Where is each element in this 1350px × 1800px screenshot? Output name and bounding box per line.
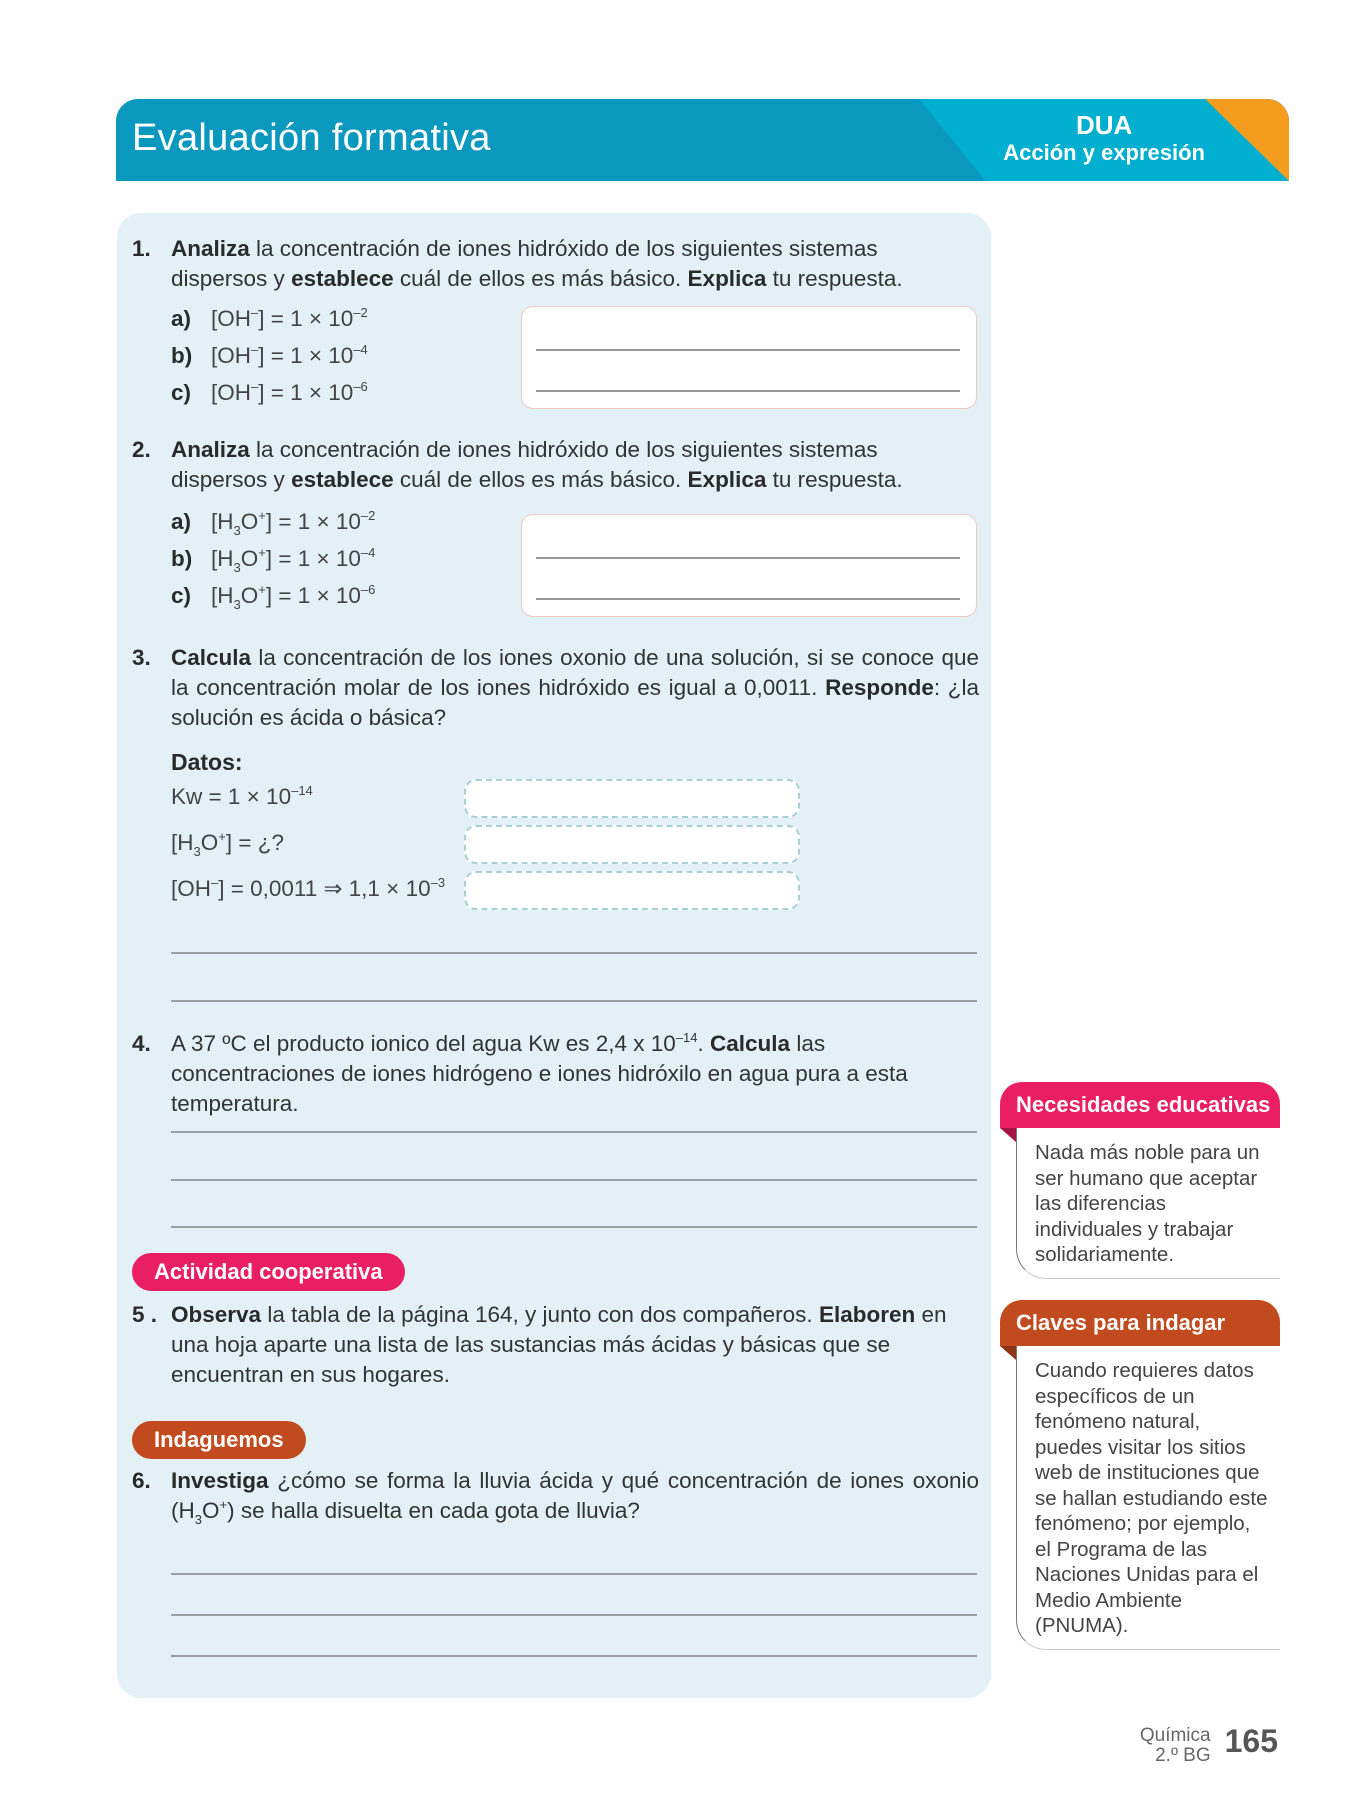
option-label: b) bbox=[171, 343, 193, 368]
formula: ] = 1 × 10 bbox=[265, 546, 361, 571]
formula: [H bbox=[211, 546, 234, 571]
question-text: la tabla de la página 164, y junto con dos compañeros. bbox=[261, 1302, 819, 1327]
question-number: 2. bbox=[132, 437, 151, 462]
question-verb: Analiza bbox=[171, 437, 250, 462]
question-text: la concentración de los iones oxonio de una solución, si se conoce que la concentración molar de los iones hidróxido es igual a 0,0011. bbox=[171, 645, 979, 700]
option-label: c) bbox=[171, 380, 192, 405]
answer-line[interactable] bbox=[171, 1000, 977, 1002]
question-6 bbox=[132, 1466, 979, 1526]
charge: – bbox=[251, 342, 259, 357]
sidebar-card-necesidades-educativas bbox=[1000, 1082, 1280, 1279]
formula: [H bbox=[171, 830, 194, 855]
formula: O bbox=[240, 546, 259, 571]
answer-line[interactable] bbox=[171, 952, 977, 954]
charge: + bbox=[218, 829, 226, 844]
subscript: 3 bbox=[233, 560, 241, 575]
answer-line[interactable] bbox=[536, 390, 960, 392]
question-text: . bbox=[697, 1031, 711, 1056]
header-banner bbox=[116, 99, 1289, 181]
formula: Kw = 1 × 10 bbox=[171, 784, 292, 809]
formula: ] = 1 × 10 bbox=[265, 509, 361, 534]
formula: ] = 1 × 10 bbox=[258, 306, 354, 331]
option-c bbox=[171, 374, 368, 411]
card-body: Cuando requieres datos específicos de un fenómeno natural, puedes visitar los sitios web de instituciones que se hallan estudiando este fenómeno; por ejemplo, el Programa de las Naciones Unidas para el Medio Ambiente (PNUMA). bbox=[1016, 1346, 1280, 1650]
answer-line[interactable] bbox=[171, 1131, 977, 1133]
datos-input-1[interactable] bbox=[464, 779, 800, 818]
charge: – bbox=[211, 875, 219, 890]
question-text: la concentración de iones hidróxido de los siguientes sistemas dispersos y bbox=[171, 236, 878, 291]
charge: – bbox=[251, 305, 259, 320]
subject-label: Química bbox=[1139, 1725, 1211, 1746]
dua-label: DUA bbox=[1075, 110, 1133, 140]
question-2-options bbox=[171, 503, 375, 614]
subscript: 3 bbox=[233, 597, 241, 612]
question-number: 6. bbox=[132, 1468, 151, 1493]
answer-box-1[interactable] bbox=[521, 306, 977, 409]
formula: [OH bbox=[211, 343, 252, 368]
question-text: en una hoja aparte una lista de las sustancias más ácidas y básicas que se encuentran en sus hogares. bbox=[171, 1302, 947, 1387]
formula: O bbox=[201, 1498, 220, 1523]
exponent: –6 bbox=[353, 379, 368, 394]
formula: ] = 0,0011 ⇒ 1,1 × 10 bbox=[218, 876, 431, 901]
formula: ] = 1 × 10 bbox=[265, 583, 361, 608]
option-c bbox=[171, 577, 375, 614]
question-text: A 37 ºC el producto ionico del agua Kw es 2,4 x 10 bbox=[171, 1031, 676, 1056]
dato-kw bbox=[171, 784, 313, 810]
option-label: a) bbox=[171, 306, 192, 331]
charge: + bbox=[258, 582, 266, 597]
datos-input-2[interactable] bbox=[464, 825, 800, 864]
option-label: a) bbox=[171, 509, 192, 534]
datos-input-3[interactable] bbox=[464, 871, 800, 910]
question-text: las concentraciones de iones hidrógeno e iones hidróxilo en agua pura a esta temperatura. bbox=[171, 1031, 908, 1116]
formula: O bbox=[240, 583, 259, 608]
dato-h3o bbox=[171, 829, 284, 859]
exercise-panel bbox=[117, 213, 991, 1698]
formula: O bbox=[200, 830, 219, 855]
question-1-options bbox=[171, 300, 368, 411]
dua-subtitle: Acción y expresión bbox=[1003, 140, 1205, 165]
exponent: –4 bbox=[353, 342, 368, 357]
answer-line[interactable] bbox=[171, 1226, 977, 1228]
question-verb: Explica bbox=[687, 266, 767, 291]
exponent: –14 bbox=[675, 1030, 698, 1045]
question-verb: Elaboren bbox=[818, 1302, 916, 1327]
section-label-indaguemos: Indaguemos bbox=[132, 1421, 306, 1459]
subscript: 3 bbox=[233, 523, 241, 538]
page-footer bbox=[1140, 1724, 1278, 1766]
section-label-actividad-cooperativa: Actividad cooperativa bbox=[132, 1253, 405, 1291]
question-number: 3. bbox=[132, 645, 151, 670]
option-label: c) bbox=[171, 583, 192, 608]
card-title: Claves para indagar bbox=[1000, 1300, 1280, 1346]
formula: [H bbox=[211, 509, 234, 534]
charge: + bbox=[219, 1497, 228, 1512]
charge: + bbox=[258, 545, 266, 560]
card-fold bbox=[1000, 1128, 1016, 1142]
question-verb: Calcula bbox=[710, 1031, 791, 1056]
exponent: –2 bbox=[360, 508, 376, 523]
question-verb: establece bbox=[291, 467, 394, 492]
card-fold bbox=[1000, 1346, 1016, 1360]
charge: + bbox=[258, 508, 266, 523]
formula: [OH bbox=[171, 876, 212, 901]
question-number: 4. bbox=[132, 1031, 151, 1056]
question-2 bbox=[132, 435, 979, 495]
exponent: –4 bbox=[360, 545, 376, 560]
option-a bbox=[171, 503, 375, 540]
datos-heading: Datos: bbox=[171, 749, 243, 775]
formula: ] = 1 × 10 bbox=[258, 380, 354, 405]
question-1 bbox=[132, 234, 979, 294]
answer-line[interactable] bbox=[171, 1655, 977, 1657]
question-number: 1. bbox=[132, 236, 151, 261]
footer-subject bbox=[1140, 1726, 1211, 1766]
option-b bbox=[171, 540, 375, 577]
question-text: tu respuesta. bbox=[766, 266, 903, 291]
question-verb: Investiga bbox=[171, 1468, 269, 1493]
card-title: Necesidades educativas bbox=[1000, 1082, 1280, 1128]
question-text: : ¿la solución es ácida o básica? bbox=[171, 675, 979, 730]
sidebar-card-claves-para-indagar bbox=[1000, 1300, 1280, 1650]
question-text: cuál de ellos es más básico. bbox=[393, 266, 688, 291]
question-verb: Calcula bbox=[171, 645, 252, 670]
card-body: Nada más noble para un ser humano que aceptar las diferencias individuales y trabajar solidariamente. bbox=[1016, 1128, 1280, 1279]
dua-badge bbox=[1003, 111, 1205, 167]
option-label: b) bbox=[171, 546, 193, 571]
question-text: ) se halla disuelta en cada gota de lluvia? bbox=[227, 1498, 640, 1523]
option-b bbox=[171, 337, 368, 374]
formula: [OH bbox=[211, 306, 252, 331]
question-number: 5 . bbox=[132, 1302, 158, 1327]
exponent: –2 bbox=[353, 305, 368, 320]
page-title: Evaluación formativa bbox=[132, 117, 491, 159]
answer-line[interactable] bbox=[171, 1179, 977, 1181]
answer-line[interactable] bbox=[536, 598, 960, 600]
exponent: –3 bbox=[430, 875, 446, 890]
question-text: la concentración de iones hidróxido de los siguientes sistemas dispersos y bbox=[171, 437, 878, 492]
answer-line[interactable] bbox=[536, 557, 960, 559]
answer-box-2[interactable] bbox=[521, 514, 977, 617]
formula: [OH bbox=[211, 380, 252, 405]
answer-line[interactable] bbox=[536, 349, 960, 351]
question-verb: Observa bbox=[171, 1302, 262, 1327]
question-4 bbox=[132, 1029, 979, 1119]
question-text: ¿cómo se forma la lluvia ácida y qué concentración de iones oxonio (H bbox=[171, 1468, 979, 1523]
formula: ] = 1 × 10 bbox=[258, 343, 354, 368]
formula: O bbox=[240, 509, 259, 534]
page-number: 165 bbox=[1224, 1723, 1278, 1759]
question-verb: Responde bbox=[825, 675, 934, 700]
formula: [H bbox=[211, 583, 234, 608]
question-text: cuál de ellos es más básico. bbox=[393, 467, 688, 492]
question-verb: Analiza bbox=[171, 236, 250, 261]
dato-oh bbox=[171, 876, 445, 902]
subscript: 3 bbox=[194, 1512, 202, 1527]
formula: ] = ¿? bbox=[225, 830, 284, 855]
question-text: tu respuesta. bbox=[766, 467, 903, 492]
question-3 bbox=[132, 643, 979, 733]
grade-label: 2.º BG bbox=[1155, 1745, 1211, 1766]
exponent: –14 bbox=[291, 783, 313, 798]
answer-line[interactable] bbox=[171, 1573, 977, 1575]
subscript: 3 bbox=[193, 844, 201, 859]
exponent: –6 bbox=[360, 582, 376, 597]
question-5 bbox=[132, 1300, 979, 1390]
question-verb: establece bbox=[291, 266, 394, 291]
charge: – bbox=[251, 379, 259, 394]
question-verb: Explica bbox=[687, 467, 767, 492]
answer-line[interactable] bbox=[171, 1614, 977, 1616]
option-a bbox=[171, 300, 368, 337]
